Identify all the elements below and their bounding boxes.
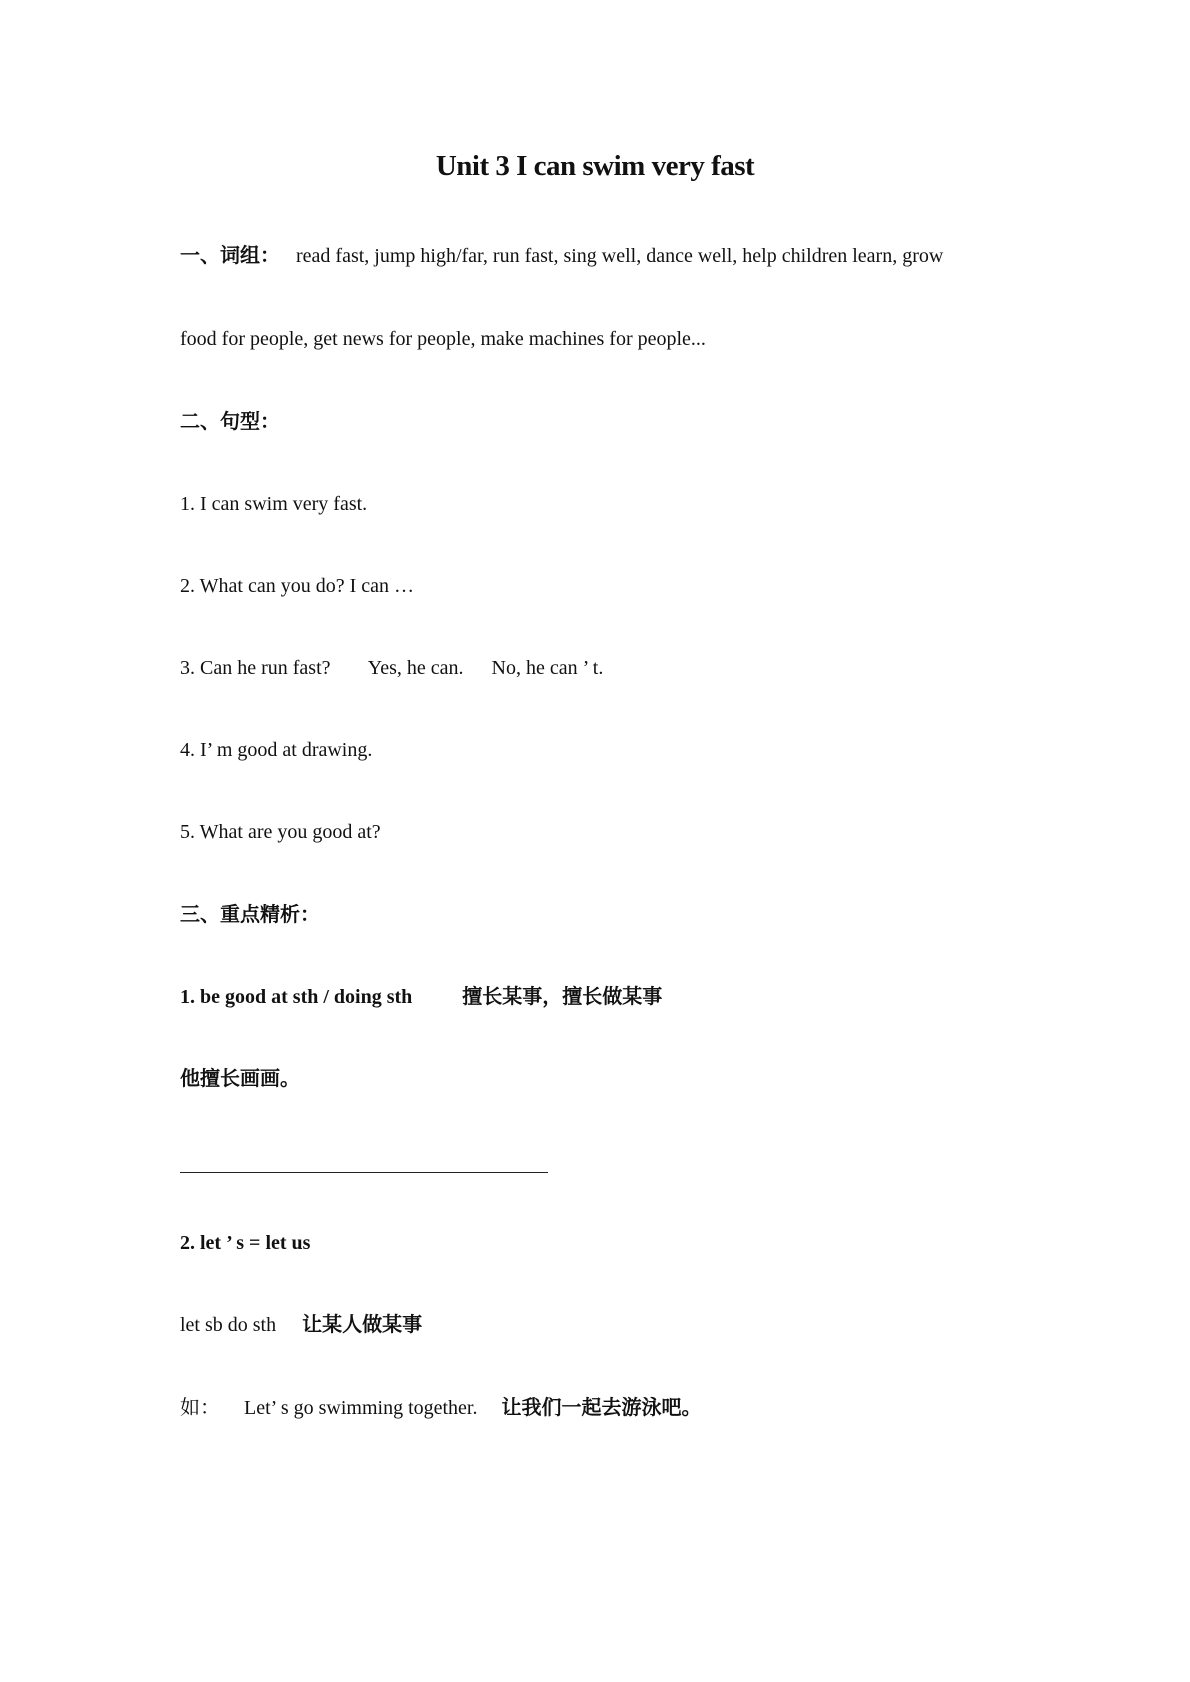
answer-blank-line: [180, 1172, 548, 1173]
point-2-phrase: 2. let ’ s = let us: [180, 1232, 311, 1254]
phrases-line-1: [180, 242, 943, 270]
point-2-usage-text: let sb do sth: [180, 1314, 277, 1336]
sentence-3-answer-yes: Yes, he can.: [367, 657, 464, 679]
point-1-exercise: 他擅长画画。: [180, 1068, 300, 1090]
point-2-usage-meaning: 让某人做某事: [302, 1314, 423, 1336]
phrases-text-1: read fast, jump high/far, run fast, sing well, dance well, help children learn, grow: [296, 245, 944, 267]
point-2-usage: [180, 1311, 422, 1339]
point-2-example-label: 如：: [180, 1397, 220, 1419]
sentence-3-question: 3. Can he run fast?: [180, 657, 331, 679]
section-1-heading: 一、词组：: [180, 245, 280, 267]
sentence-3: [180, 654, 603, 682]
sentence-5: 5. What are you good at?: [180, 821, 381, 843]
sentence-3-answer-no: No, he can ’ t.: [491, 657, 604, 679]
point-2-example-cn: 让我们一起去游泳吧。: [501, 1397, 702, 1419]
sentence-1: 1. I can swim very fast.: [180, 493, 368, 515]
sentence-4: 4. I’ m good at drawing.: [180, 739, 373, 761]
point-2-example: [180, 1394, 702, 1422]
section-2-heading: 二、句型：: [180, 411, 280, 433]
point-1: [180, 983, 662, 1011]
sentence-2: 2. What can you do? I can …: [180, 575, 414, 597]
page-title: Unit 3 I can swim very fast: [435, 150, 755, 182]
point-2-example-en: Let’ s go swimming together.: [244, 1397, 478, 1419]
phrases-line-2: food for people, get news for people, make machines for people...: [180, 328, 706, 350]
point-1-meaning: 擅长某事，擅长做某事: [462, 986, 663, 1008]
point-1-phrase: 1. be good at sth / doing sth: [180, 986, 413, 1008]
section-3-heading: 三、重点精析：: [180, 904, 320, 926]
